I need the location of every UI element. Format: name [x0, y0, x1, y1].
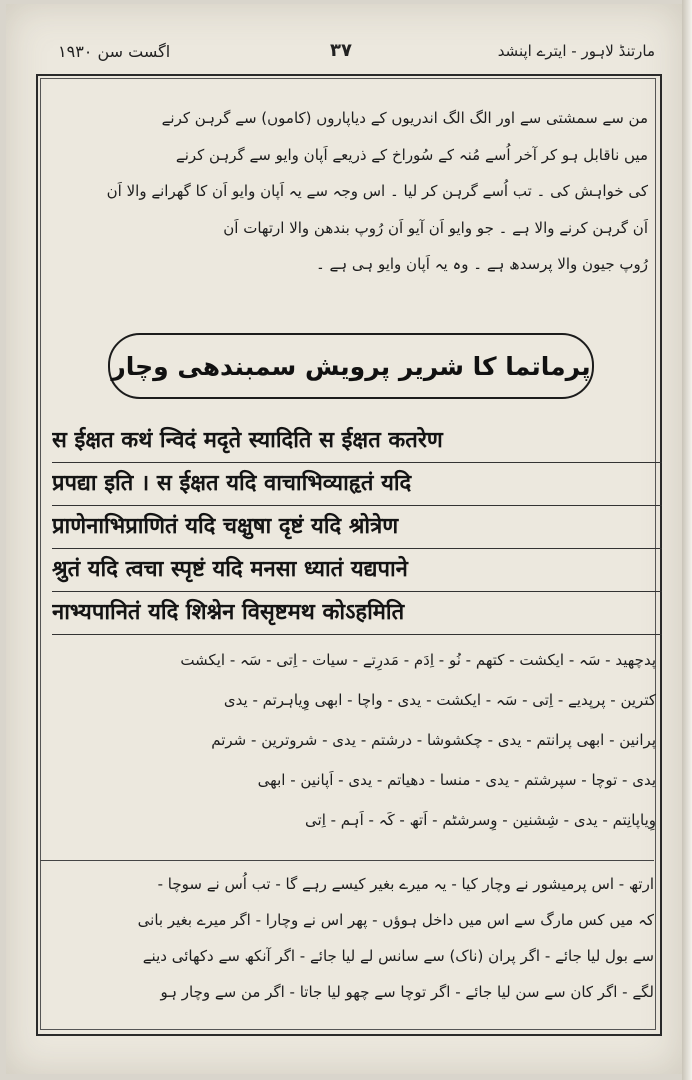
page-header [40, 36, 655, 72]
text-line: ارتھ - اس پرمیشور نے وچار کیا - یہ میرے بغیر کیسے رہے گا - تب اُس نے سوچا - [157, 875, 654, 893]
text-line: پدچھید - سَہ - ایکشت - کتھم - نُو - اِدَم - مَدرِتے - سیات - اِتی - سَہ - ایکشت [180, 651, 656, 669]
text-line: کی خواہش کی ۔ تب اُسے گرہن کر لیا ۔ اس وجہ سے یہ اَپان وایو اَن کا گھرانے والا اَن [106, 182, 648, 200]
section-title: پرماتما کا شریر پرویش سمبندھی وچار [111, 351, 591, 381]
text-line: پرانین - ابھی پرانتم - یدی - چکشوشا - درشتم - یدی - شروترین - شرتم [211, 731, 656, 749]
header-publication: مارتنڈ لاہور - ایترے اپنشد [497, 42, 655, 60]
verse-line: श्रुतं यदि त्वचा स्पृष्टं यदि मनसा ध्यातं यद्यपाने [52, 549, 662, 592]
text-line: لگے - اگر کان سے سن لیا جائے - اگر توچا سے چھو لیا جاتا - اگر من سے وچار ہو [160, 983, 654, 1001]
section-title-box [108, 333, 594, 399]
header-date: اگست سن ۱۹۳۰ [58, 42, 171, 61]
verse-line: प्रपद्या इति । स ईक्षत यदि वाचाभिव्याहृतं यदि [52, 463, 662, 506]
text-line: میں ناقابل ہو کر آخر اُسے مُنہ کے سُوراخ کے ذریعے اَپان وایو سے گرہن کرنے [175, 145, 648, 164]
text-line: یدی - توچا - سپرشتم - یدی - منسا - دھیاتم - یدی - اَپانین - ابھی [257, 771, 656, 789]
text-line: من سے سمشتی سے اور الگ الگ اندریوں کے دیاپاروں (کاموں) سے گرہن کرنے [161, 109, 648, 127]
word-split-section [56, 640, 656, 840]
sanskrit-verse [52, 420, 662, 635]
verse-line: स ईक्षत कथं न्विदं मदृते स्यादिति स ईक्षत कतरेण [52, 420, 662, 463]
meaning-paragraph [58, 866, 654, 1010]
page-number: ۳۷ [330, 40, 352, 61]
verse-line: नाभ्यपानितं यदि शिश्नेन विसृष्टमथ कोऽहमिति [52, 592, 662, 635]
intro-paragraph [58, 100, 648, 283]
page-edge [682, 0, 692, 1080]
section-divider [40, 860, 654, 861]
text-line: سے بول لیا جائے - اگر پران (ناک) سے سانس لے لیا جائے - اگر آنکھ سے دکھائی دینے [142, 947, 654, 965]
text-line: کترین - پرپدیے - اِتی - سَہ - ایکشت - یدی - واچا - ابھی وِیاہرتم - یدی [223, 691, 656, 709]
text-line: وِیاپانِتم - یدی - شِشنین - وِسرشٹم - اَتھ - کَہ - اَہم - اِتی [305, 811, 656, 829]
text-line: اَن گرہن کرنے والا ہے ۔ جو وایو اَن آیو اَن رُوپ بندھن والا ارتھات اَن [223, 218, 648, 237]
text-line: رُوپ جیون والا پرسدھ ہے ۔ وہ یہ اَپان وایو ہی ہے ۔ [315, 255, 648, 273]
text-line: کہ میں کس مارگ سے اس میں داخل ہوؤں - پھر اس نے وچارا - اگر میرے بغیر بانی [137, 911, 654, 929]
verse-line: प्राणेनाभिप्राणितं यदि चक्षुषा दृष्टं यदि श्रोत्रेण [52, 506, 662, 549]
